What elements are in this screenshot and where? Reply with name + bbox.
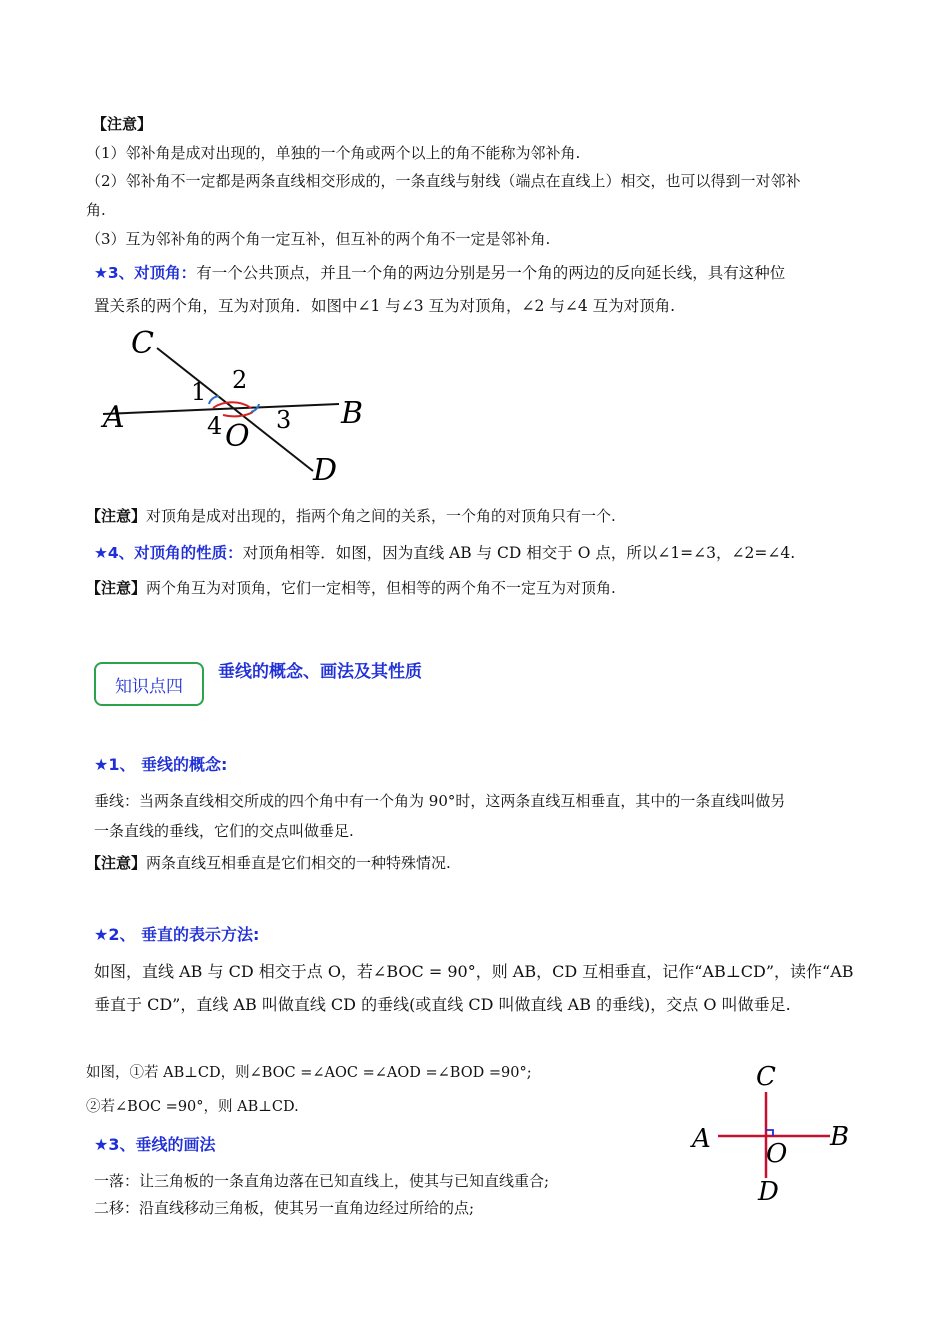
perpendicular-figure [684,1058,864,1208]
sec3-line2: 置关系的两个角，互为对顶角．如图中∠1 与∠3 互为对顶角，∠2 与∠4 互为对顶角. [94,297,676,315]
perp3-heading: ★3、垂线的画法 [94,1135,216,1154]
perp3-step2: 二移：沿直线移动三角板，使其另一直角边经过所给的点; [94,1199,475,1217]
label-a: A [103,400,125,435]
perp1-note-text: 两条直线互相垂直是它们相交的一种特殊情况. [146,854,451,872]
perp3-step1: 一落：让三角板的一条直角边落在已知直线上，使其与已知直线重合; [94,1172,550,1190]
label-c: C [756,1062,776,1092]
knowledge-title: 垂线的概念、画法及其性质 [218,662,422,682]
knowledge-point-box: 知识点四 [94,662,204,706]
note3-text: 两个角互为对顶角，它们一定相等，但相等的两个角不一定互为对顶角. [146,579,616,597]
sec4-text: 对顶角相等．如图，因为直线 AB 与 CD 相交于 O 点，所以∠1=∠3，∠2=∠4. [242,544,796,562]
sec4-line [94,542,795,565]
note3-label: 【注意】 [86,579,147,597]
note2-text: 对顶角是成对出现的，指两个角之间的关系，一个角的对顶角只有一个. [146,507,616,525]
sec4-heading: ★4、对顶角的性质： [94,544,243,562]
label-angle-1: 1 [191,378,207,406]
note1-item-3: （3）互为邻补角的两个角一定互补，但互补的两个角不一定是邻补角. [86,230,551,248]
label-b: B [830,1122,850,1152]
perp1-note [86,852,451,874]
note2-label: 【注意】 [86,507,147,525]
note1-item-2-cont: 角. [86,201,106,219]
note1-item-1: （1）邻补角是成对出现的，单独的一个角或两个以上的角不能称为邻补角. [86,144,581,162]
note1-item-2: （2）邻补角不一定都是两条直线相交形成的，一条直线与射线（端点在直线上）相交，也可以得到一对邻补 [86,172,801,190]
perp2-heading: ★2、 垂直的表示方法: [94,925,260,944]
perp1-note-label: 【注意】 [86,854,147,872]
perp1-line2: 一条直线的垂线，它们的交点叫做垂足. [94,822,354,840]
note3 [86,577,616,599]
label-d: D [313,453,338,488]
angle-arc-1 [209,396,219,404]
sec3-heading: ★3、对顶角： [94,264,197,282]
sec3-text1: 有一个公共顶点，并且一个角的两边分别是另一个角的两边的反向延长线，具有这种位 [196,264,786,282]
sec3-line1 [94,262,785,285]
label-angle-4: 4 [207,412,223,440]
label-angle-3: 3 [276,406,292,434]
perp2-line-a: 如图，①若 AB⊥CD，则∠BOC =∠AOC =∠AOD =∠BOD =90°; [86,1065,532,1081]
label-a: A [692,1124,711,1154]
perp2-line-b: ②若∠BOC =90°，则 AB⊥CD. [86,1099,299,1115]
perp1-heading: ★1、 垂线的概念: [94,755,228,774]
label-c: C [131,330,154,361]
label-b: B [341,396,364,431]
perp1-line1: 垂线：当两条直线相交所成的四个角中有一个角为 90°时，这两条直线互相垂直，其中的一条直线叫做另 [94,792,786,810]
note1-title: 【注意】 [92,115,153,133]
label-angle-2: 2 [232,366,248,394]
note2 [86,505,616,527]
label-d: D [758,1177,779,1207]
label-o: O [225,419,250,454]
perp2-paragraph: 如图，直线 AB 与 CD 相交于点 O，若∠BOC = 90°，则 AB，CD 互相垂直，记作“AB⊥CD”，读作“AB 垂直于 CD”，直线 AB 叫做直线 CD 的垂线(或直线 CD 叫做直线 AB 的垂线)，交点 O 叫做垂足. [94,962,854,1014]
label-o: O [766,1139,788,1169]
vertical-angles-figure [95,330,385,495]
